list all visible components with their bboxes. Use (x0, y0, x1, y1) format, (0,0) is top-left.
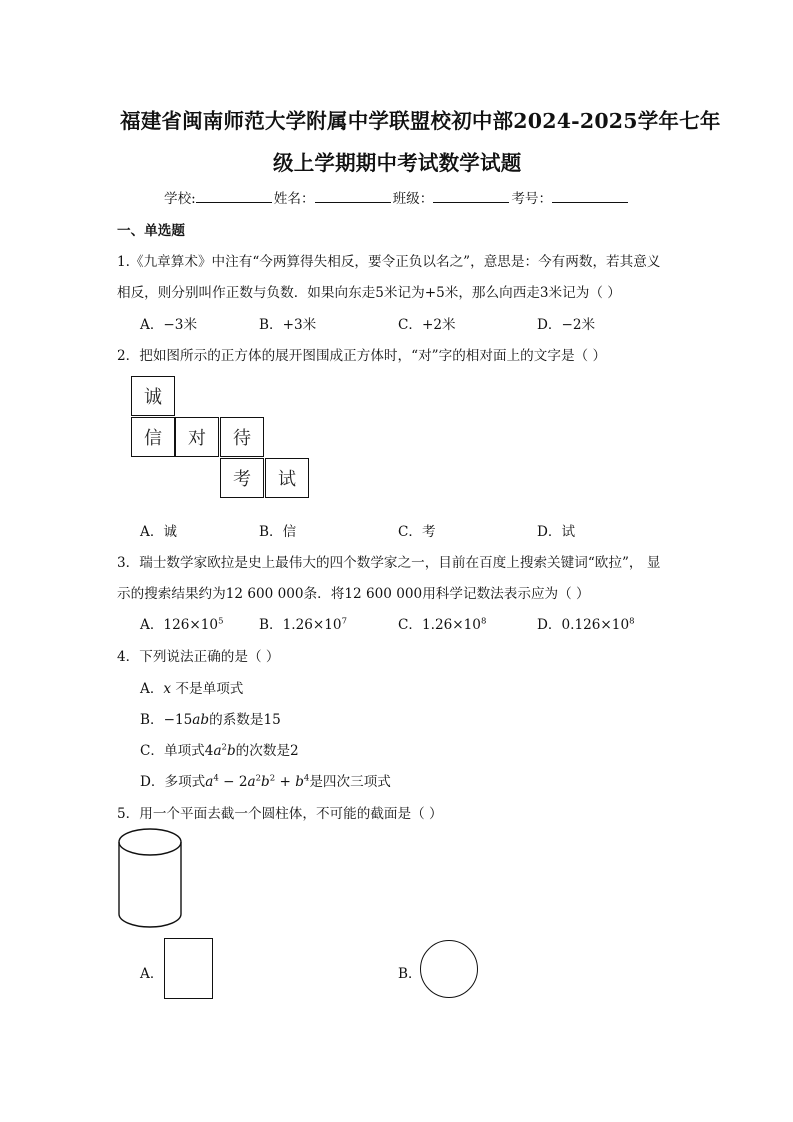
q5-option-b-letter[interactable]: B． (398, 966, 422, 982)
q3-option-a[interactable] (140, 613, 223, 633)
math-coefficient: −15 (163, 712, 193, 728)
option-base: 1.26×10 (422, 617, 481, 633)
option-letter: B． (259, 617, 283, 633)
q3-stem-line2: 示的搜索结果约为12 600 000条．将12 600 000用科学记数法表示应为（ ） (117, 586, 590, 602)
q5-option-a-letter[interactable]: A． (140, 966, 164, 982)
option-letter: D． (537, 524, 562, 540)
exam-number-blank[interactable] (552, 189, 628, 203)
q4-stem: 4．下列说法正确的是（ ） (117, 649, 280, 665)
q2-option-d[interactable] (537, 520, 575, 540)
option-letter: C． (140, 743, 164, 759)
option-letter: A． (140, 681, 164, 697)
option-text: +3米 (282, 317, 317, 333)
option-text: 信 (282, 524, 297, 540)
cylinder-bottom-arc (119, 914, 181, 927)
option-base: 0.126×10 (561, 617, 630, 633)
q3-option-d[interactable] (537, 613, 635, 633)
option-letter: C． (398, 317, 422, 333)
option-letter: D． (537, 617, 562, 633)
math-exponent: 2 (255, 773, 262, 784)
q2-option-a[interactable] (140, 520, 177, 540)
q1-option-a[interactable] (140, 313, 197, 333)
cylinder-top-ellipse (119, 829, 181, 855)
net-cell-shi: 试 (265, 458, 309, 498)
option-letter: B． (259, 524, 283, 540)
q1-option-c[interactable] (398, 313, 456, 333)
option-text: 多项式 (164, 774, 206, 790)
q2-option-b[interactable] (259, 520, 296, 540)
section-heading: 一、单选题 (117, 223, 185, 239)
math-variable: x (163, 681, 172, 697)
option-text: 是四次三项式 (309, 774, 391, 790)
option-exponent: 8 (629, 616, 635, 627)
math-variable: ab (192, 712, 210, 728)
option-text: −3米 (163, 317, 198, 333)
option-text: 单项式 (164, 743, 205, 759)
option-text: 的系数是15 (209, 712, 281, 728)
option-base: 1.26×10 (282, 617, 342, 633)
net-cell-kao: 考 (220, 458, 264, 498)
math-operator: + (275, 774, 296, 790)
page-title-line1: 福建省闽南师范大学附属中学联盟校初中部2024-2025学年七年 (120, 109, 721, 133)
option-text: 试 (561, 524, 576, 540)
option-text: −2米 (561, 317, 596, 333)
option-letter: D． (537, 317, 562, 333)
option-text: 考 (422, 524, 436, 540)
option-letter: A． (140, 524, 164, 540)
q2-stem: 2．把如图所示的正方体的展开图围成正方体时，“对”字的相对面上的文字是（ ） (117, 348, 607, 364)
exam-number-label: 考号： (511, 191, 553, 207)
math-operator: − 2 (218, 774, 248, 790)
q1-stem-line1: 1.《九章算术》中注有“今两算得失相反，要令正负以名之”，意思是：今有两数，若其意义 (117, 254, 661, 270)
q4-option-b[interactable] (140, 708, 281, 728)
math-variable: a (247, 774, 256, 790)
page-title-line2: 级上学期期中考试数学试题 (273, 151, 522, 175)
q1-stem-line2: 相反，则分别叫作正数与负数．如果向东走5米记为+5米，那么向西走3米记为（ ） (117, 285, 621, 301)
q3-option-b[interactable] (259, 613, 347, 633)
q4-option-c[interactable] (140, 739, 299, 759)
math-exponent: 4 (303, 773, 310, 784)
option-base: 126×10 (163, 617, 219, 633)
option-letter: C． (398, 524, 422, 540)
option-text: 不是单项式 (175, 681, 244, 697)
math-variable: b (226, 743, 236, 759)
q3-option-c[interactable] (398, 613, 486, 633)
option-letter: B． (259, 317, 283, 333)
math-variable: b (295, 774, 304, 790)
option-exponent: 7 (341, 616, 347, 627)
name-blank[interactable] (315, 189, 391, 203)
net-cell-dui: 对 (175, 417, 219, 457)
option-text: +2米 (422, 317, 456, 333)
math-coefficient: 4 (204, 743, 214, 759)
option-letter: B． (140, 712, 164, 728)
class-label: 班级： (392, 191, 434, 207)
school-label: 学校: (164, 191, 196, 207)
school-blank[interactable] (196, 189, 272, 203)
q1-option-b[interactable] (259, 313, 316, 333)
q4-option-a[interactable] (140, 677, 243, 697)
option-letter: C． (398, 617, 422, 633)
option-letter: A． (140, 617, 164, 633)
q2-option-c[interactable] (398, 520, 436, 540)
math-variable: b (261, 774, 270, 790)
math-exponent: 2 (221, 742, 227, 753)
cylinder-figure (116, 824, 186, 932)
option-exponent: 5 (218, 616, 224, 627)
name-label: 姓名： (273, 191, 315, 207)
math-variable: a (213, 743, 222, 759)
math-variable: a (205, 774, 214, 790)
net-cell-cheng: 诚 (131, 376, 175, 416)
option-exponent: 8 (480, 616, 487, 627)
q3-stem-line1: 3．瑞士数学家欧拉是史上最伟大的四个数学家之一，目前在百度上搜索关键词“欧拉”， 显 (117, 555, 661, 571)
option-letter: A． (140, 317, 164, 333)
net-cell-xin: 信 (131, 417, 175, 457)
rectangle-shape-option[interactable] (164, 938, 213, 999)
net-cell-dai: 待 (220, 417, 264, 457)
q4-option-d[interactable] (140, 770, 391, 790)
info-fields (164, 187, 628, 207)
q5-stem: 5．用一个平面去截一个圆柱体，不可能的截面是（ ） (117, 806, 443, 822)
option-letter: D． (140, 774, 165, 790)
math-exponent: 4 (213, 773, 219, 784)
math-exponent: 2 (269, 773, 276, 784)
q1-option-d[interactable] (537, 313, 595, 333)
class-blank[interactable] (433, 189, 509, 203)
circle-shape-option[interactable] (420, 940, 478, 998)
option-text: 诚 (163, 524, 178, 540)
option-text: 的次数是2 (235, 743, 299, 759)
